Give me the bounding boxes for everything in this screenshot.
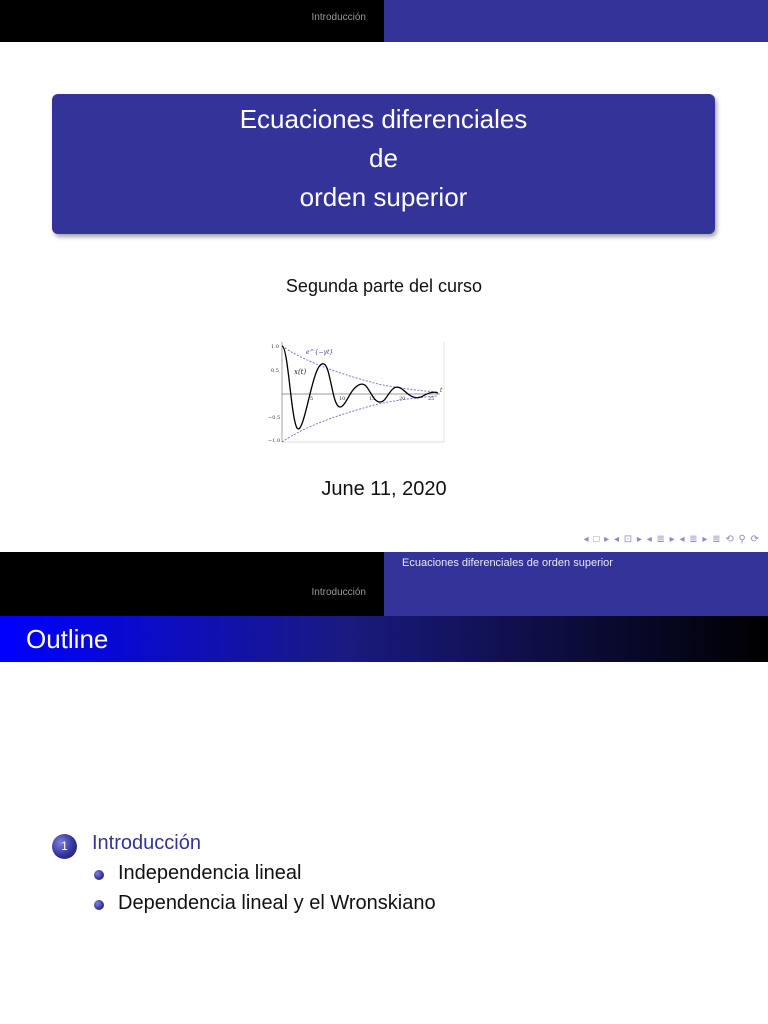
bullet-icon [94,870,104,880]
x-tick-label: 10 [339,396,346,402]
damped-curve [282,346,438,429]
section-number-badge: 1 [52,834,77,859]
y-tick-label: −1.0 [268,438,281,444]
toc-section-label[interactable]: Introducción [92,832,201,854]
bullet-icon [94,900,104,910]
header-right-bar [384,0,768,42]
damped-oscillation-figure [268,340,448,446]
toc-subsection-label[interactable]: Dependencia lineal y el Wronskiano [118,892,436,914]
beamer-navigation-symbols[interactable]: ◂ □ ▸ ◂ ⊡ ▸ ◂ ≣ ▸ ◂ ≣ ▸ ≣ ⟲ ⚲ ⟳ [583,534,760,545]
x-tick-label: 25 [428,396,435,402]
title-block [52,94,715,234]
x-tick-label: 15 [369,396,376,402]
x-axis-label: t [440,387,443,394]
header-section-label[interactable]: Introducción [311,587,366,598]
x-tick-label: 5 [310,396,314,402]
header-left-bar [0,552,384,616]
header-presentation-title[interactable]: Ecuaciones diferenciales de orden superior [402,557,613,569]
envelope-label: e^{−γt} [306,349,334,356]
outline-slide [0,552,768,1024]
title-line-3: orden superior [299,182,468,212]
x-tick-label: 20 [399,396,406,402]
curve-label: x(t) [294,368,307,376]
frame-title: Outline [26,624,109,654]
y-tick-label: 1.0 [271,344,279,350]
toc-subsection-label[interactable]: Independencia lineal [118,862,302,884]
title-line-1: Ecuaciones diferenciales [239,104,528,134]
subtitle: Segunda parte del curso [285,276,483,296]
y-tick-label: −0.5 [268,415,281,421]
y-tick-label: 0.5 [271,368,279,374]
title-line-2: de [369,143,398,173]
presentation-date: June 11, 2020 [321,478,447,500]
frame-title-bar [0,616,768,662]
lower-envelope [282,396,438,442]
header-section-label[interactable]: Introducción [311,12,366,23]
header-left-bar [0,0,384,42]
